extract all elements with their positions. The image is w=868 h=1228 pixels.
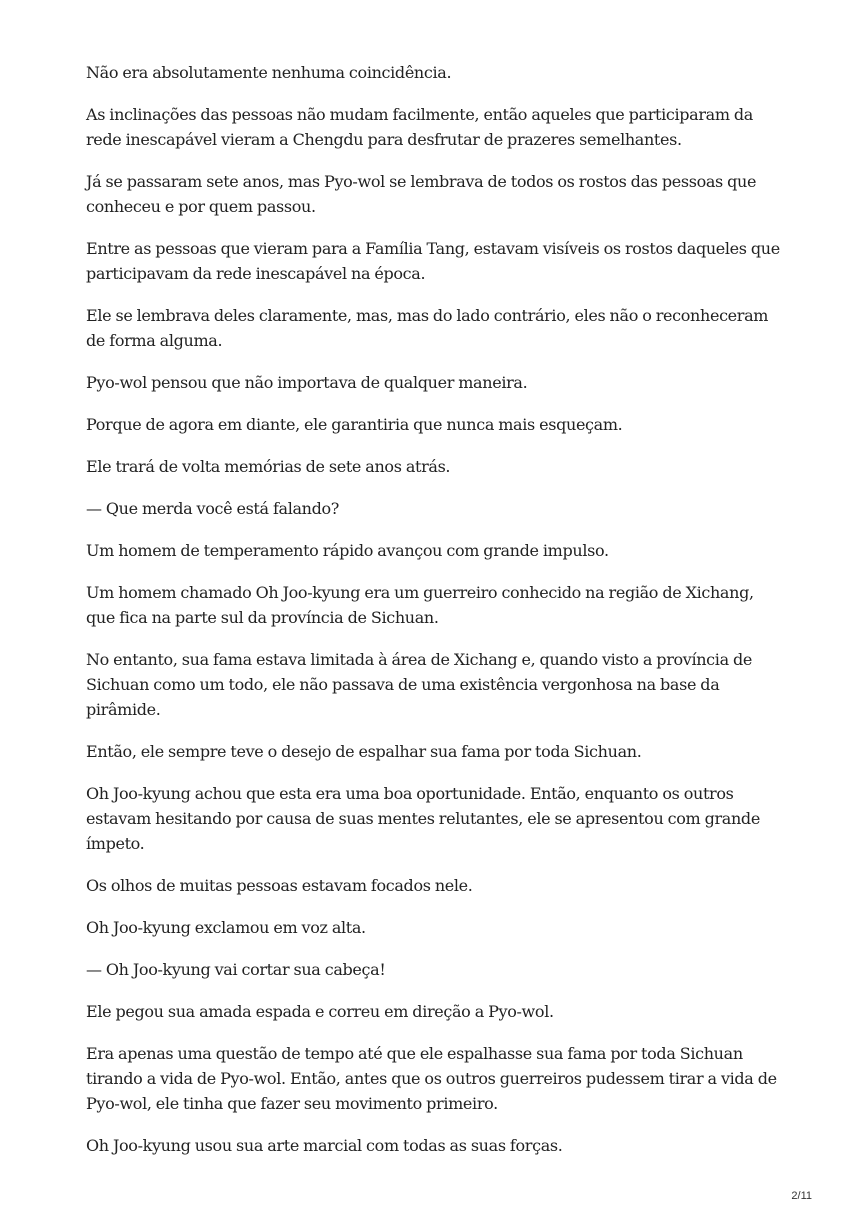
paragraph: Os olhos de muitas pessoas estavam focados nele. <box>86 876 473 895</box>
paragraph: Oh Joo-kyung usou sua arte marcial com todas as suas forças. <box>86 1136 563 1155</box>
paragraph: Ele trará de volta memórias de sete anos atrás. <box>86 457 451 476</box>
paragraph: Porque de agora em diante, ele garantiria que nunca mais esqueçam. <box>86 415 623 434</box>
document-page <box>86 60 782 1175</box>
paragraph: No entanto, sua fama estava limitada à área de Xichang e, quando visto a província de Sichuan como um todo, ele não passava de uma existência vergonhosa na base da pirâmide. <box>86 650 753 719</box>
paragraph: Já se passaram sete anos, mas Pyo-wol se lembrava de todos os rostos das pessoas que conheceu e por quem passou. <box>86 172 757 216</box>
paragraph: Entre as pessoas que vieram para a Família Tang, estavam visíveis os rostos daqueles que participavam da rede inescapável na época. <box>86 239 780 283</box>
paragraph: Pyo-wol pensou que não importava de qualquer maneira. <box>86 373 528 392</box>
paragraph: Então, ele sempre teve o desejo de espalhar sua fama por toda Sichuan. <box>86 742 642 761</box>
paragraph: Oh Joo-kyung exclamou em voz alta. <box>86 918 366 937</box>
paragraph: Oh Joo-kyung achou que esta era uma boa oportunidade. Então, enquanto os outros estavam hesitando por causa de suas mentes relutantes, ele se apresentou com grande ímpeto. <box>86 784 760 853</box>
page-number: 2/11 <box>791 1190 812 1202</box>
paragraph: Um homem de temperamento rápido avançou com grande impulso. <box>86 541 609 560</box>
dialogue-paragraph: — Oh Joo-kyung vai cortar sua cabeça! <box>86 960 386 979</box>
paragraph: Ele se lembrava deles claramente, mas, mas do lado contrário, eles não o reconheceram de forma alguma. <box>86 306 769 350</box>
dialogue-paragraph: — Que merda você está falando? <box>86 499 340 518</box>
paragraph: As inclinações das pessoas não mudam facilmente, então aqueles que participaram da rede inescapável vieram a Chengdu para desfrutar de prazeres semelhantes. <box>86 105 753 149</box>
paragraph: Um homem chamado Oh Joo-kyung era um guerreiro conhecido na região de Xichang, que fica na parte sul da província de Sichuan. <box>86 583 754 627</box>
paragraph: Era apenas uma questão de tempo até que ele espalhasse sua fama por toda Sichuan tirando a vida de Pyo-wol. Então, antes que os outros guerreiros pudessem tirar a vida de Pyo-wol, ele tinha que fazer seu movimento primeiro. <box>86 1044 777 1113</box>
paragraph: Não era absolutamente nenhuma coincidência. <box>86 63 452 82</box>
paragraph: Ele pegou sua amada espada e correu em direção a Pyo-wol. <box>86 1002 554 1021</box>
